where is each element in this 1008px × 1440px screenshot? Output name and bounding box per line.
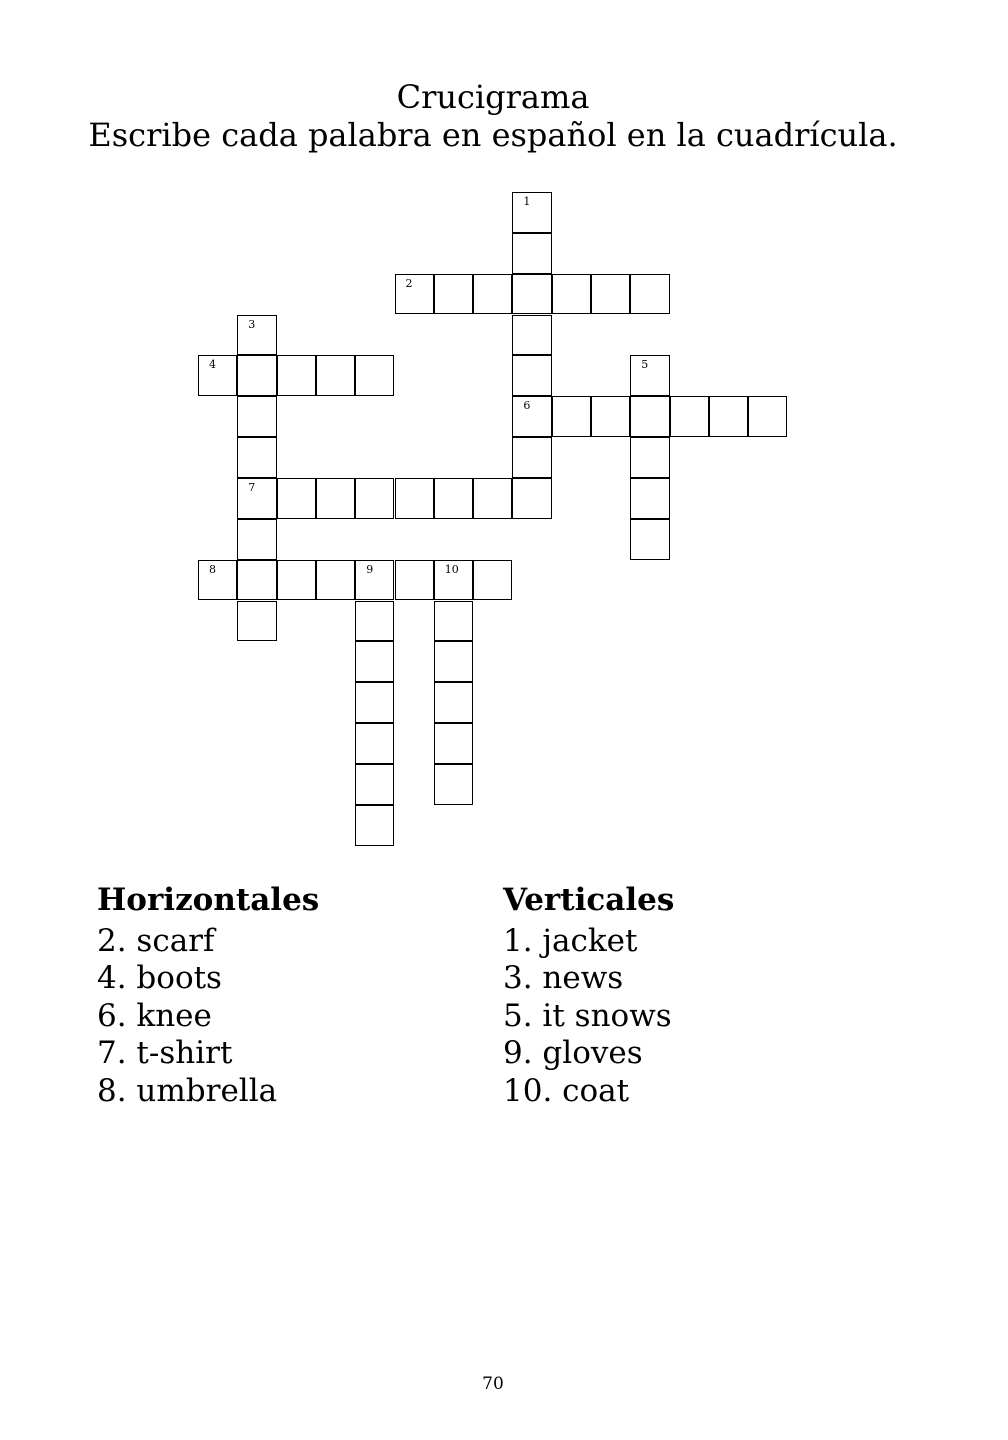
clue-number: 3: [248, 317, 256, 331]
crossword-cell[interactable]: [198, 355, 237, 396]
crossword-cell[interactable]: [473, 478, 512, 519]
crossword-cell[interactable]: [237, 560, 276, 601]
crossword-cell[interactable]: [395, 560, 434, 601]
crossword-cell[interactable]: [473, 560, 512, 601]
down-clue: 9. gloves: [503, 1035, 643, 1071]
crossword-cell[interactable]: [316, 560, 355, 601]
crossword-cell[interactable]: [512, 274, 551, 315]
crossword-cell[interactable]: [512, 355, 551, 396]
crossword-cell[interactable]: [591, 274, 630, 315]
crossword-cell[interactable]: [277, 560, 316, 601]
across-clue: 4. boots: [97, 960, 222, 996]
crossword-cell[interactable]: [434, 723, 473, 764]
crossword-cell[interactable]: [630, 355, 669, 396]
crossword-cell[interactable]: [512, 396, 551, 437]
crossword-cell[interactable]: [316, 355, 355, 396]
crossword-cell[interactable]: [630, 396, 669, 437]
crossword-cell[interactable]: [434, 641, 473, 682]
down-heading: Verticales: [503, 882, 675, 918]
crossword-cell[interactable]: [630, 437, 669, 478]
crossword-cell[interactable]: [355, 641, 394, 682]
crossword-cell[interactable]: [395, 478, 434, 519]
clue-number: 4: [209, 358, 216, 372]
crossword-cell[interactable]: [552, 274, 591, 315]
clue-number: 7: [248, 480, 256, 494]
crossword-cell[interactable]: [512, 437, 551, 478]
across-clues: [97, 882, 319, 1110]
crossword-cell[interactable]: [434, 274, 473, 315]
clue-number: 5: [641, 358, 649, 372]
crossword-cell[interactable]: [355, 478, 394, 519]
crossword-cell[interactable]: [434, 560, 473, 601]
across-clue: 2. scarf: [97, 922, 215, 959]
crossword-cell[interactable]: [277, 355, 316, 396]
crossword-cell[interactable]: [434, 478, 473, 519]
crossword-cell[interactable]: [355, 682, 394, 723]
crossword-cell[interactable]: [237, 396, 276, 437]
down-clues: [503, 882, 674, 1110]
crossword-cell[interactable]: [237, 437, 276, 478]
crossword-cell[interactable]: [512, 478, 551, 519]
clue-number: 2: [405, 276, 413, 290]
across-clue: 7. t-shirt: [97, 1035, 233, 1071]
crossword-cell[interactable]: [237, 478, 276, 519]
page-number: 70: [482, 1374, 504, 1394]
across-clue: 8. umbrella: [97, 1072, 278, 1109]
across-heading: Horizontales: [97, 882, 320, 918]
crossword-cell[interactable]: [355, 723, 394, 764]
clue-number: 1: [523, 195, 531, 208]
crossword-cell[interactable]: [277, 478, 316, 519]
crossword-cell[interactable]: [198, 560, 237, 601]
crossword-cell[interactable]: [237, 315, 276, 356]
crossword-cell[interactable]: [355, 560, 394, 601]
down-clue: 5. it snows: [503, 997, 672, 1034]
page-title: Crucigrama: [396, 78, 590, 116]
crossword-cell[interactable]: [748, 396, 787, 437]
clue-number: 8: [209, 562, 216, 576]
clue-number: 6: [523, 399, 531, 413]
down-clue: 1. jacket: [503, 922, 638, 959]
crossword-cell[interactable]: [316, 478, 355, 519]
crossword-cell[interactable]: [395, 274, 434, 315]
crossword-cell[interactable]: [512, 315, 551, 356]
crossword-cell[interactable]: [355, 601, 394, 642]
crossword-cell[interactable]: [591, 396, 630, 437]
crossword-cell[interactable]: [630, 519, 669, 560]
crossword-cell[interactable]: [630, 274, 669, 315]
crossword-cell[interactable]: [355, 764, 394, 805]
crossword-cell[interactable]: [237, 519, 276, 560]
crossword-cell[interactable]: [237, 355, 276, 396]
crossword-cell[interactable]: [630, 478, 669, 519]
crossword-cell[interactable]: [512, 192, 551, 233]
clue-number: 10: [444, 562, 459, 576]
crossword-cell[interactable]: [355, 805, 394, 846]
crossword-cell[interactable]: [552, 396, 591, 437]
crossword-cell[interactable]: [709, 396, 748, 437]
crossword-cell[interactable]: [434, 682, 473, 723]
down-clue: 3. news: [503, 960, 624, 996]
crossword-cell[interactable]: [670, 396, 709, 437]
crossword-cell[interactable]: [434, 601, 473, 642]
crossword-cell[interactable]: [355, 355, 394, 396]
instructions: Escribe cada palabra en español en la cuadrícula.: [88, 116, 898, 154]
across-clue: 6. knee: [97, 997, 212, 1034]
crossword-cell[interactable]: [512, 233, 551, 274]
crossword-cell[interactable]: [434, 764, 473, 805]
crossword-cell[interactable]: [473, 274, 512, 315]
down-clue: 10. coat: [503, 1072, 630, 1109]
crossword-cell[interactable]: [237, 601, 276, 642]
clue-number: 9: [366, 562, 374, 576]
